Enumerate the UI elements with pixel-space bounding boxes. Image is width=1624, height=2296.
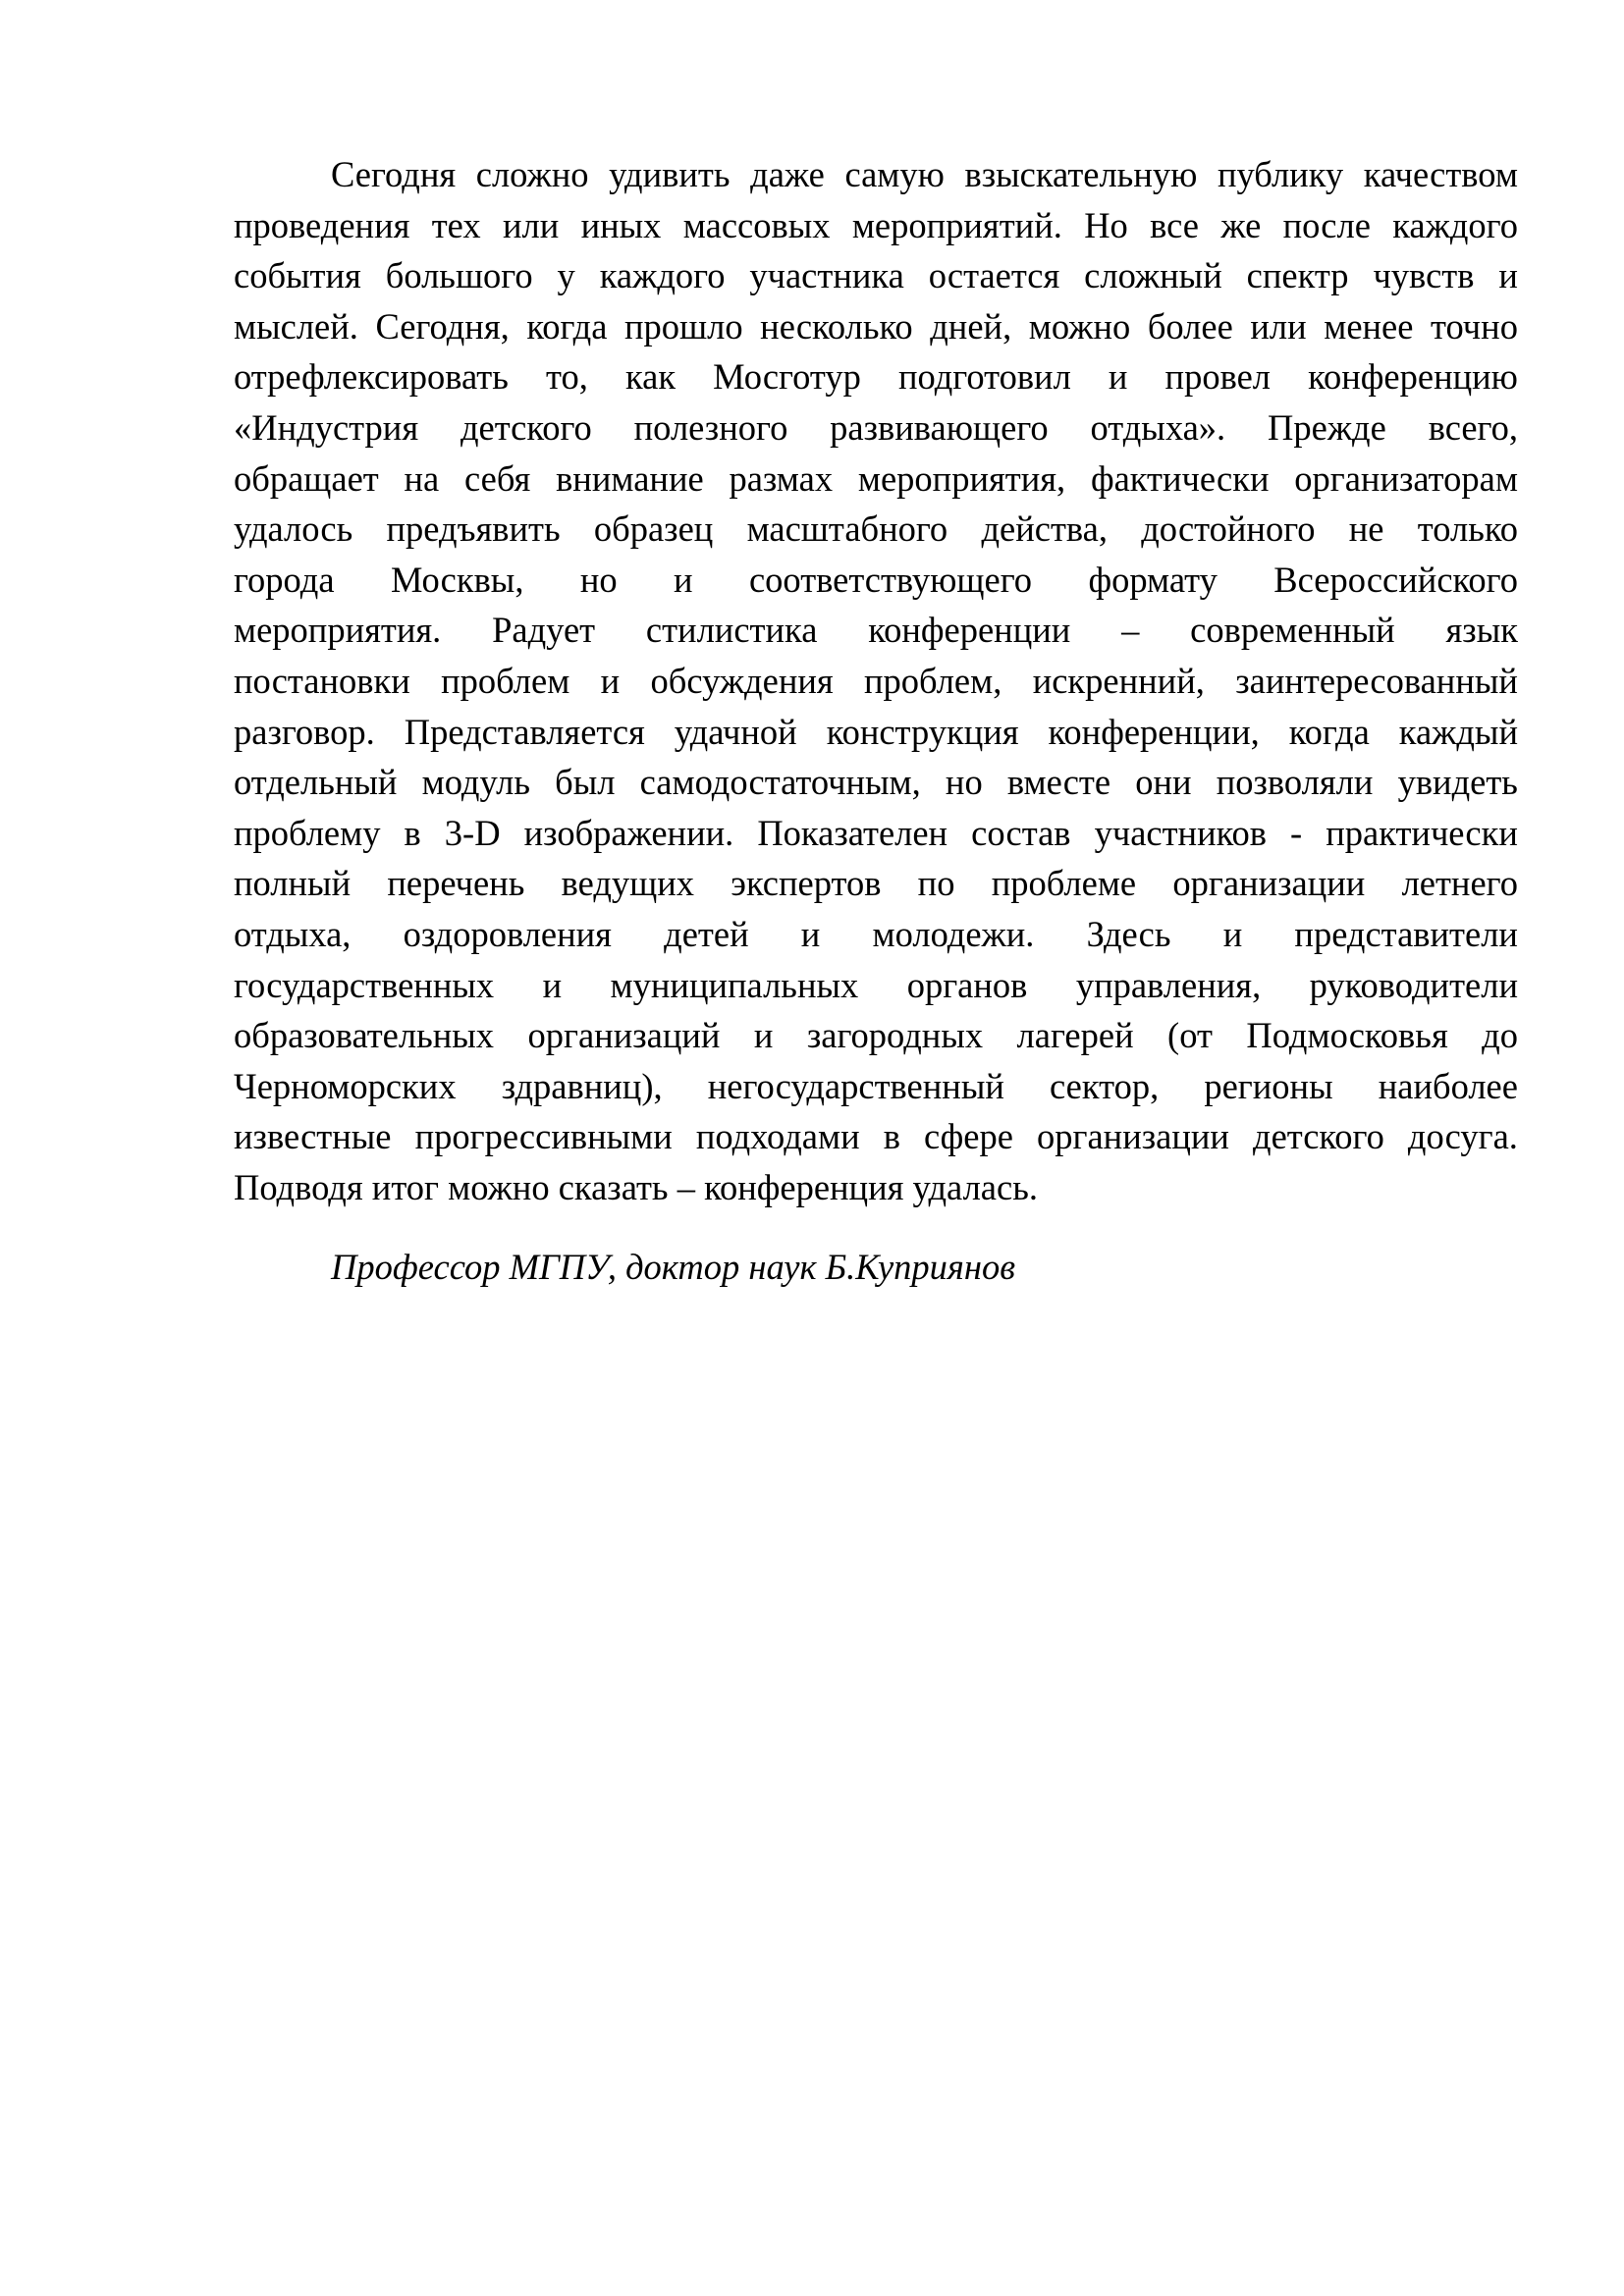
paragraph-word: большого	[385, 255, 533, 296]
paragraph-word: даже	[750, 154, 825, 194]
paragraph-word: но	[945, 762, 983, 803]
paragraph-word: же	[1220, 204, 1262, 245]
paragraph-word: Показателен	[757, 812, 948, 853]
paragraph-word: и	[542, 964, 563, 1005]
paragraph-word: разговор.	[234, 711, 375, 752]
review-paragraph	[234, 149, 1518, 1212]
paragraph-word: организации	[1037, 1116, 1229, 1157]
paragraph-word: публику	[1217, 154, 1344, 194]
paragraph-word: образец	[593, 508, 714, 550]
paragraph-word: тех	[431, 204, 481, 245]
paragraph-word: удивить	[609, 154, 731, 194]
paragraph-line	[234, 605, 1518, 656]
paragraph-word: Сегодня	[331, 154, 457, 194]
paragraph-word: проблему	[234, 812, 381, 853]
paragraph-word: прошло	[623, 305, 743, 347]
paragraph-word: здравниц),	[501, 1065, 663, 1106]
paragraph-word: Подмосковья	[1246, 1015, 1448, 1056]
paragraph-word: полный	[234, 863, 352, 904]
paragraph-line	[234, 707, 1518, 758]
paragraph-word: после	[1282, 204, 1371, 245]
paragraph-word: достойного	[1141, 508, 1316, 550]
paragraph-word: проблеме	[991, 863, 1137, 904]
paragraph-word: муниципальных	[610, 964, 859, 1005]
paragraph-word: обращает	[234, 457, 379, 499]
paragraph-word: позволяли	[1216, 762, 1374, 803]
paragraph-word: «Индустрия	[234, 406, 419, 448]
paragraph-word: Здесь	[1086, 913, 1171, 954]
paragraph-word: подготовил	[897, 356, 1071, 398]
paragraph-word: отдыха,	[234, 913, 352, 954]
paragraph-word: они	[1135, 762, 1192, 803]
paragraph-word: оздоровления	[403, 913, 612, 954]
paragraph-word: все	[1150, 204, 1199, 245]
paragraph-word: постановки	[234, 660, 410, 701]
paragraph-word: и	[600, 660, 621, 701]
paragraph-word: 3-D	[444, 812, 501, 853]
paragraph-word: города	[234, 559, 335, 600]
paragraph-word: но	[579, 559, 618, 600]
paragraph-word: и	[674, 559, 693, 600]
paragraph-word: образовательных	[234, 1015, 495, 1056]
paragraph-word: детского	[1253, 1116, 1384, 1157]
paragraph-word: всего,	[1428, 406, 1518, 448]
paragraph-word: Представляется	[404, 711, 645, 752]
paragraph-word: регионы	[1204, 1065, 1333, 1106]
paragraph-word: известные	[234, 1116, 392, 1157]
paragraph-word: отдыха».	[1090, 406, 1226, 448]
paragraph-word: или	[502, 204, 560, 245]
paragraph-word: сложно	[475, 154, 589, 194]
paragraph-word: точно	[1431, 305, 1518, 347]
paragraph-word: негосударственный	[707, 1065, 1004, 1106]
paragraph-word: государственных	[234, 964, 495, 1005]
paragraph-word: или	[1250, 305, 1307, 347]
paragraph-word: организаторам	[1294, 457, 1518, 499]
paragraph-line	[234, 960, 1518, 1011]
paragraph-word: модуль	[421, 762, 530, 803]
paragraph-line	[234, 656, 1518, 707]
paragraph-word: до	[1482, 1015, 1518, 1056]
paragraph-word: участников	[1094, 812, 1267, 853]
paragraph-word: в	[883, 1116, 900, 1157]
paragraph-word: (от	[1167, 1015, 1213, 1056]
paragraph-word: чувств	[1373, 255, 1475, 296]
paragraph-line	[234, 909, 1518, 960]
paragraph-word: стилистика	[645, 610, 818, 651]
paragraph-word: когда	[1288, 711, 1370, 752]
paragraph-word: качеством	[1363, 154, 1518, 194]
paragraph-line	[234, 504, 1518, 555]
paragraph-word: мыслей.	[234, 305, 358, 347]
paragraph-line	[234, 351, 1518, 402]
paragraph-word: Радует	[492, 610, 596, 651]
paragraph-word: управления,	[1075, 964, 1262, 1005]
paragraph-word: проблем	[441, 660, 570, 701]
paragraph-word: конференцию	[1308, 356, 1518, 398]
paragraph-word: действа,	[981, 508, 1108, 550]
paragraph-word: проблем,	[864, 660, 1002, 701]
paragraph-word: проведения	[234, 204, 410, 245]
paragraph-line	[234, 1010, 1518, 1061]
paragraph-word: конференции	[868, 610, 1071, 651]
paragraph-word: развивающего	[830, 406, 1049, 448]
paragraph-word: участника	[749, 255, 904, 296]
paragraph-line	[234, 200, 1518, 251]
paragraph-word: на	[404, 457, 440, 499]
paragraph-word: ведущих	[561, 863, 695, 904]
paragraph-word: загородных	[806, 1015, 984, 1056]
paragraph-word: как	[624, 356, 677, 398]
paragraph-word: мероприятий.	[851, 204, 1062, 245]
paragraph-word: удачной	[674, 711, 797, 752]
paragraph-word: руководители	[1309, 964, 1518, 1005]
paragraph-word: отдельный	[234, 762, 398, 803]
paragraph-word: соответствующего	[748, 559, 1033, 600]
paragraph-word: сфере	[923, 1116, 1013, 1157]
paragraph-line	[234, 454, 1518, 505]
paragraph-word: наиболее	[1378, 1065, 1518, 1106]
paragraph-word: более	[1147, 305, 1233, 347]
paragraph-word: менее	[1324, 305, 1414, 347]
paragraph-word: Черноморских	[234, 1065, 457, 1106]
paragraph-word: внимание	[556, 457, 704, 499]
paragraph-word: Сегодня,	[375, 305, 510, 347]
paragraph-word: конструкция	[826, 711, 1019, 752]
paragraph-word: искренний,	[1032, 660, 1205, 701]
paragraph-word: органов	[906, 964, 1028, 1005]
paragraph-word: Мосготур	[713, 356, 861, 398]
paragraph-word: размах	[729, 457, 834, 499]
paragraph-word: события	[234, 255, 361, 296]
paragraph-word: сектор,	[1050, 1065, 1160, 1106]
paragraph-word: и	[753, 1015, 774, 1056]
paragraph-word: молодежи.	[872, 913, 1035, 954]
paragraph-word: сложный	[1084, 255, 1222, 296]
paragraph-word: состав	[971, 812, 1071, 853]
paragraph-word: экспертов	[731, 863, 882, 904]
paragraph-word: детского	[460, 406, 592, 448]
paragraph-word: вместе	[1006, 762, 1111, 803]
paragraph-word: каждого	[599, 255, 726, 296]
paragraph-word: подходами	[695, 1116, 860, 1157]
paragraph-word: массовых	[682, 204, 831, 245]
paragraph-line	[234, 808, 1518, 859]
paragraph-word: и	[1498, 255, 1518, 296]
paragraph-word: полезного	[633, 406, 788, 448]
paragraph-word: конференции,	[1048, 711, 1260, 752]
paragraph-word: когда	[526, 305, 608, 347]
paragraph-word: мероприятия.	[234, 610, 442, 651]
paragraph-word: самодостаточным,	[639, 762, 921, 803]
paragraph-word: и	[800, 913, 821, 954]
paragraph-line	[234, 149, 1518, 200]
paragraph-line	[234, 402, 1518, 454]
paragraph-word: мероприятия,	[857, 457, 1066, 499]
paragraph-word: увидеть	[1397, 762, 1518, 803]
paragraph-word: перечень	[387, 863, 525, 904]
paragraph-line	[234, 250, 1518, 301]
paragraph-word: несколько	[760, 305, 913, 347]
paragraph-line: Подводя итог можно сказать – конференция удалась.	[234, 1166, 1038, 1207]
paragraph-word: был	[555, 762, 616, 803]
paragraph-word: взыскательную	[964, 154, 1198, 194]
paragraph-word: летнего	[1401, 863, 1518, 904]
paragraph-word: детей	[664, 913, 749, 954]
paragraph-word: Москвы,	[390, 559, 524, 600]
paragraph-line	[234, 858, 1518, 909]
paragraph-line	[234, 757, 1518, 808]
paragraph-line	[234, 301, 1518, 352]
paragraph-word: не	[1348, 508, 1384, 550]
paragraph-word: спектр	[1246, 255, 1349, 296]
paragraph-word: самую	[844, 154, 945, 194]
paragraph-word: себя	[464, 457, 531, 499]
paragraph-word: обсуждения	[650, 660, 834, 701]
paragraph-word: Всероссийского	[1273, 559, 1518, 600]
paragraph-word: предъявить	[386, 508, 561, 550]
paragraph-word: –	[1121, 610, 1140, 651]
author-signature: Профессор МГПУ, доктор наук Б.Куприянов	[331, 1247, 1016, 1287]
paragraph-word: и	[1222, 913, 1243, 954]
paragraph-word: фактически	[1090, 457, 1270, 499]
paragraph-word: отрефлексировать	[234, 356, 509, 398]
paragraph-word: -	[1290, 812, 1303, 853]
paragraph-word: Прежде	[1268, 406, 1386, 448]
paragraph-word: каждый	[1398, 711, 1518, 752]
paragraph-word: масштабного	[746, 508, 948, 550]
paragraph-line	[234, 1061, 1518, 1112]
paragraph-word: организации	[1172, 863, 1366, 904]
paragraph-word: организаций	[527, 1015, 721, 1056]
paragraph-word: изображении.	[523, 812, 734, 853]
paragraph-word: представители	[1294, 913, 1518, 954]
paragraph-word: прогрессивными	[414, 1116, 673, 1157]
paragraph-word: можно	[1028, 305, 1131, 347]
paragraph-word: каждого	[1392, 204, 1518, 245]
paragraph-word: то,	[545, 356, 588, 398]
paragraph-word: Но	[1084, 204, 1128, 245]
paragraph-word: заинтересованный	[1235, 660, 1518, 701]
paragraph-word: в	[404, 812, 421, 853]
paragraph-word: язык	[1445, 610, 1518, 651]
paragraph-word: лагерей	[1016, 1015, 1134, 1056]
paragraph-word: иных	[580, 204, 662, 245]
paragraph-word: практически	[1326, 812, 1518, 853]
paragraph-word: по	[917, 863, 955, 904]
paragraph-word: удалось	[234, 508, 353, 550]
paragraph-word: и	[1108, 356, 1128, 398]
paragraph-word: дней,	[930, 305, 1012, 347]
paragraph-word: провел	[1164, 356, 1272, 398]
paragraph-word: современный	[1190, 610, 1395, 651]
paragraph-word: у	[557, 255, 575, 296]
paragraph-word: формату	[1088, 559, 1218, 600]
paragraph-word: остается	[928, 255, 1060, 296]
paragraph-word: только	[1417, 508, 1518, 550]
paragraph-word: досуга.	[1407, 1116, 1518, 1157]
paragraph-line	[234, 555, 1518, 606]
paragraph-line	[234, 1111, 1518, 1162]
